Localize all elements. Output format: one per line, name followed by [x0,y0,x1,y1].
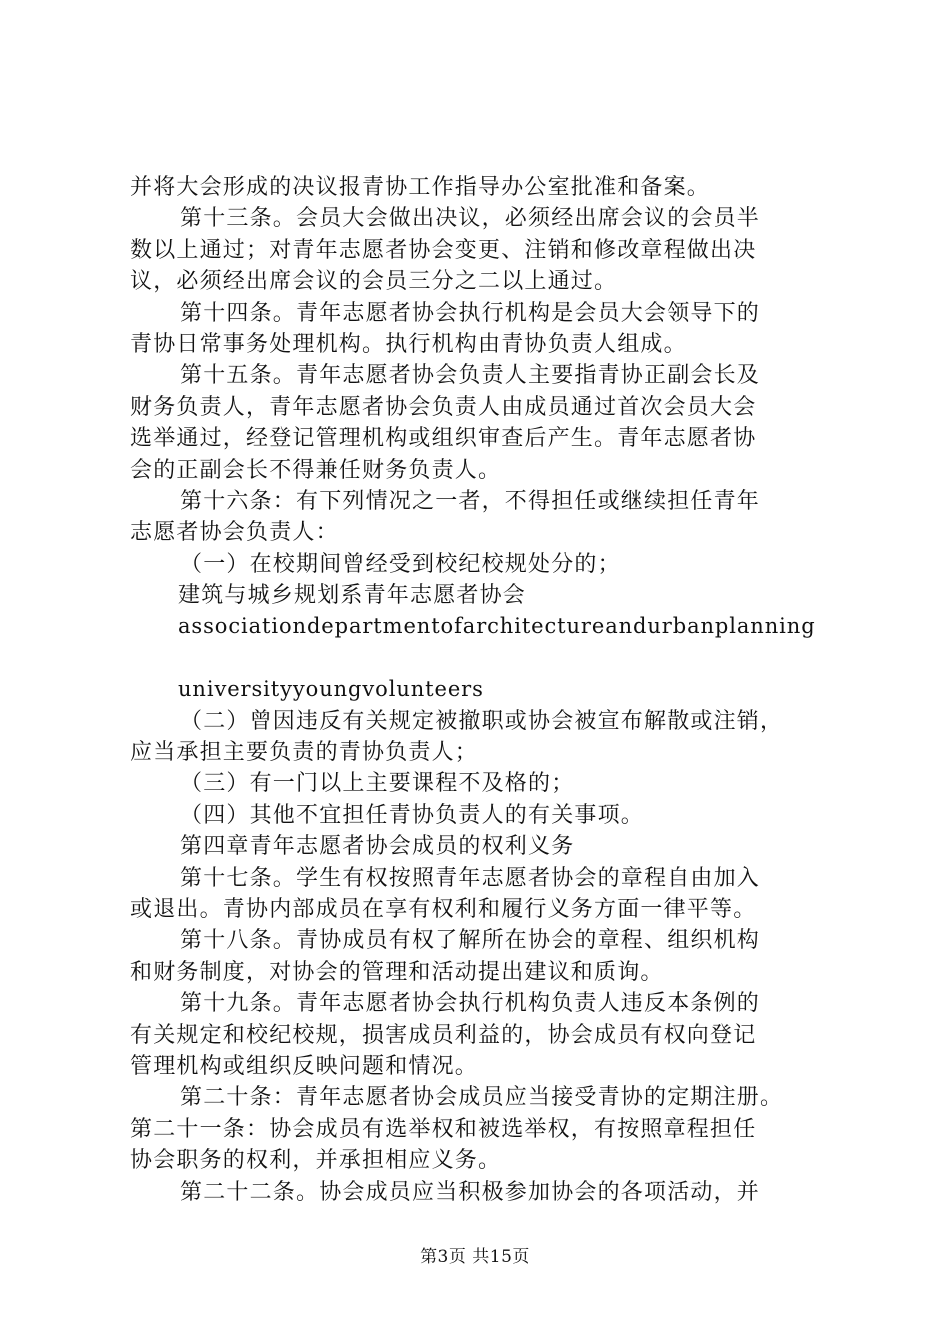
header-org-english: associationdepartmentofarchitectureandurbanplanning [178,614,816,639]
text-line: 并将大会形成的决议报青协工作指导办公室批准和备案。 [130,175,711,200]
text-line: 和财务制度，对协会的管理和活动提出建议和质询。 [130,959,664,985]
text-line: 第二十一条：协会成员有选举权和被选举权，有按照章程担任 [130,1116,757,1142]
text-line: 议，必须经出席会议的会员三分之二以上通过。 [130,269,618,295]
chapter-heading: 第四章青年志愿者协会成员的权利义务 [180,834,575,860]
text-line: 青协日常事务处理机构。执行机构由青协负责人组成。 [130,331,687,357]
header-org-name: 建筑与城乡规划系青年志愿者协会 [178,583,527,609]
text-line: 第二十二条。协会成员应当积极参加协会的各项活动，并 [180,1179,761,1205]
text-line: （二）曾因违反有关规定被撤职或协会被宣布解散或注销， [180,708,784,734]
body-text [130,172,840,1208]
text-line: 应当承担主要负责的青协负责人； [130,740,479,766]
blank-gap [130,643,840,674]
page-number-footer: 第3页 共15页 [420,1247,530,1267]
text-line: （一）在校期间曾经受到校纪校规处分的； [180,551,621,577]
text-line: 会的正副会长不得兼任财务负责人。 [130,457,502,483]
text-line: 第十七条。学生有权按照青年志愿者协会的章程自由加入 [180,865,761,891]
header-org-english-2: universityyoungvolunteers [178,677,484,702]
text-line: 第二十条：青年志愿者协会成员应当接受青协的定期注册。 [180,1085,784,1111]
text-line: （四）其他不宜担任青协负责人的有关事项。 [180,802,645,828]
text-line: 选举通过，经登记管理机构或组织审查后产生。青年志愿者协 [130,426,757,452]
text-line: 协会职务的权利，并承担相应义务。 [130,1148,502,1174]
text-line: 或退出。青协内部成员在享有权利和履行义务方面一律平等。 [130,896,757,922]
text-line: 数以上通过；对青年志愿者协会变更、注销和修改章程做出决 [130,237,757,263]
text-line: 志愿者协会负责人： [130,520,339,546]
text-line: 管理机构或组织反映问题和情况。 [130,1053,479,1079]
text-line: 第十四条。青年志愿者协会执行机构是会员大会领导下的 [180,300,761,326]
text-line: 第十六条：有下列情况之一者，不得担任或继续担任青年 [180,488,761,514]
text-line: 第十五条。青年志愿者协会负责人主要指青协正副会长及 [180,363,761,389]
text-line: 有关规定和校纪校规，损害成员利益的，协会成员有权向登记 [130,1022,757,1048]
text-line: 第十八条。青协成员有权了解所在协会的章程、组织机构 [180,928,761,954]
text-line: （三）有一门以上主要课程不及格的； [180,771,575,797]
text-line: 第十三条。会员大会做出决议，必须经出席会议的会员半 [180,206,761,232]
text-line: 财务负责人，青年志愿者协会负责人由成员通过首次会员大会 [130,394,757,420]
text-line: 第十九条。青年志愿者协会执行机构负责人违反本条例的 [180,991,761,1017]
